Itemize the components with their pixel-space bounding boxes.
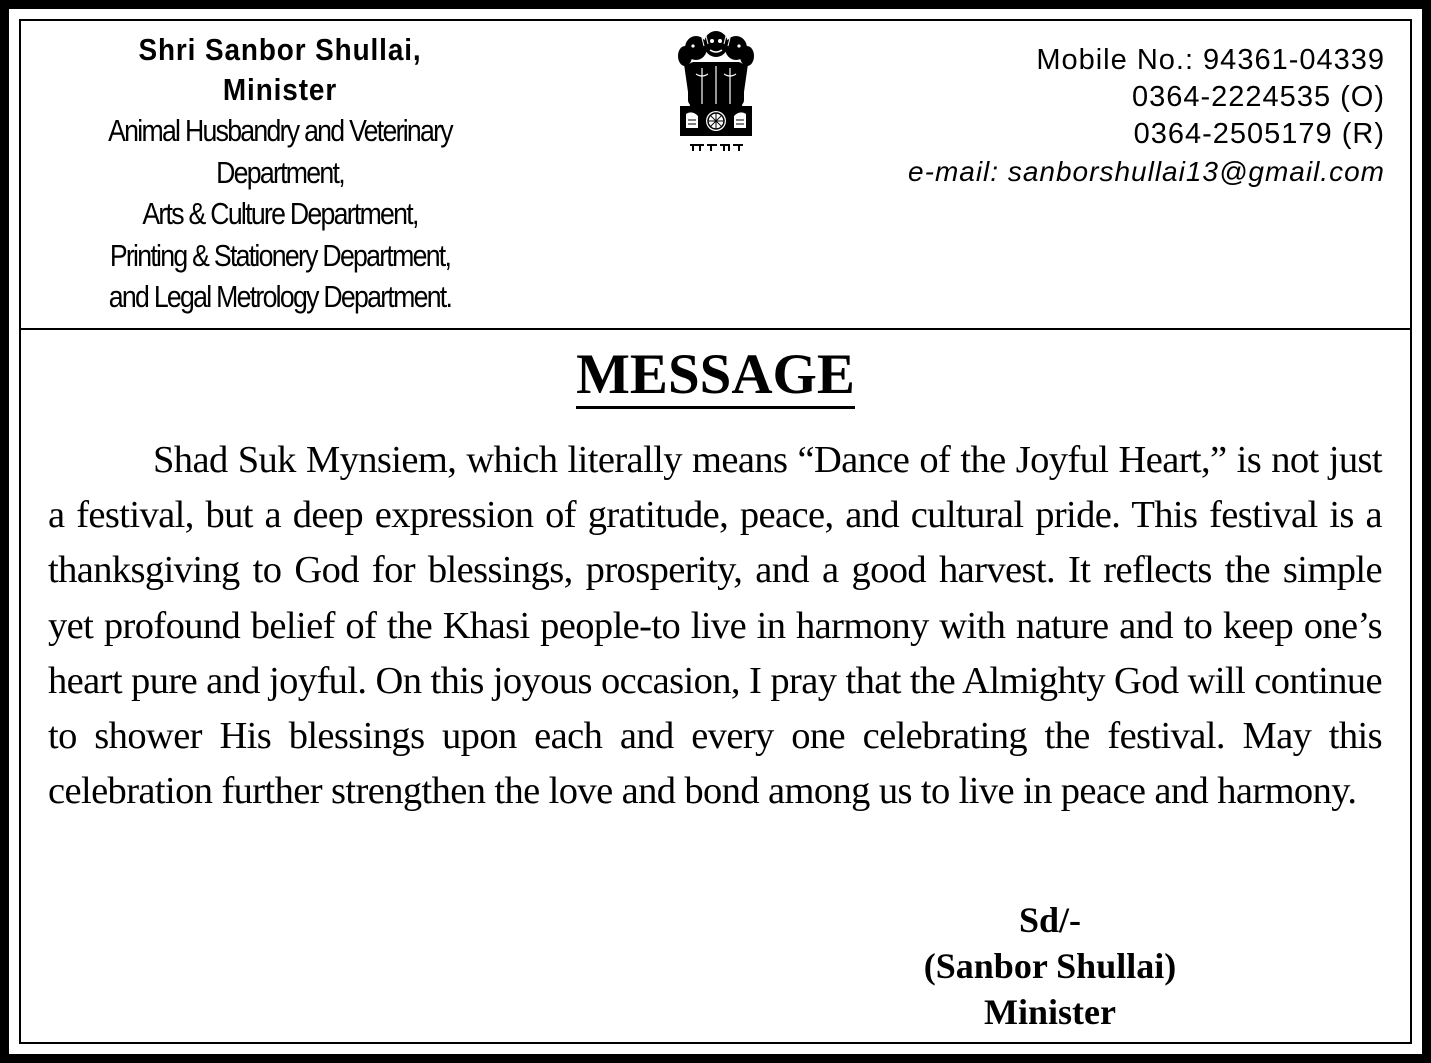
- message-heading: [0, 340, 1431, 410]
- department-line: Department,: [216, 154, 344, 190]
- signature-sd: Sd/-: [1018, 900, 1082, 940]
- message-body: Shad Suk Mynsiem, which literally means “Dance of the Joyful Heart,” is not just a festival, but a deep expression of gratitude, peace, and cultural pride. This festival is a thanksgiving to God for blessings, prosperity, and a good harvest. It reflects the simple yet profound belief of the Khasi people-to live in harmony with nature and to keep one’s heart pure and joyful. On this joyous occasion, I pray that the Almighty God will continue to shower His blessings upon each and every one celebrating the festival. May this celebration further strengthen the love and bond among us to live in peace and harmony.: [48, 439, 1382, 813]
- header-divider: [19, 328, 1412, 330]
- signatory-name: (Sanbor Shullai): [923, 946, 1177, 986]
- minister-title: Minister: [222, 72, 338, 107]
- contact-details: [908, 42, 1385, 190]
- email-address: e-mail: sanborshullai13@gmail.com: [908, 156, 1385, 187]
- signatory-designation: Minister: [984, 992, 1116, 1032]
- residence-phone: 0364-2505179 (R): [1133, 118, 1385, 150]
- national-emblem-icon: [668, 24, 764, 156]
- department-line: Arts & Culture Department,: [142, 196, 418, 231]
- minister-details: [40, 30, 520, 318]
- message-title-text: MESSAGE: [576, 343, 855, 409]
- department-line: Printing & Stationery Department,: [109, 237, 451, 273]
- minister-name: Shri Sanbor Shullai,: [138, 32, 422, 67]
- department-line: and Legal Metrology Department.: [108, 279, 452, 314]
- office-phone: 0364-2224535 (O): [1132, 81, 1385, 113]
- mobile-number: Mobile No.: 94361-04339: [1036, 44, 1385, 76]
- department-line: Animal Husbandry and Veterinary: [108, 113, 452, 148]
- signature-block: [870, 897, 1230, 1035]
